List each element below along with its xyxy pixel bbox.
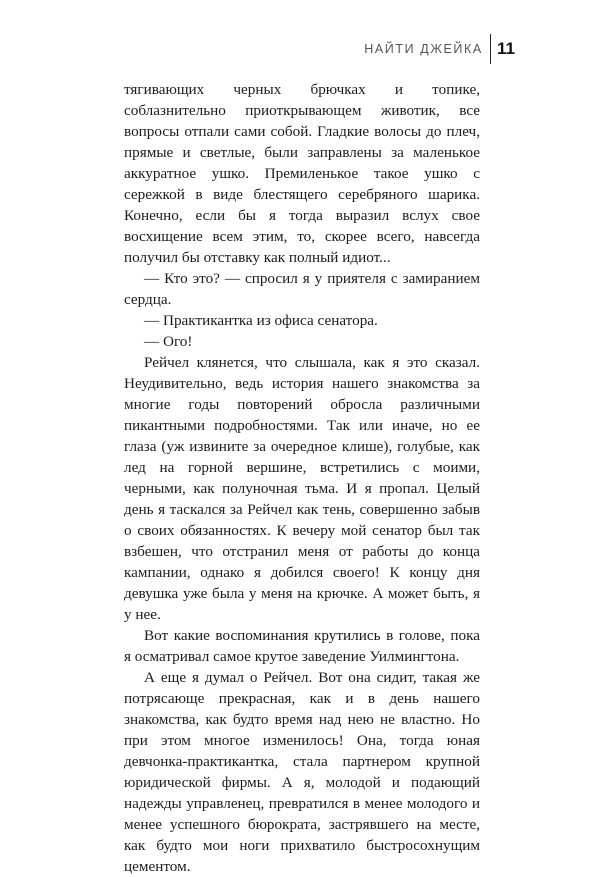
body-text	[124, 79, 480, 877]
paragraph: Вот какие воспоминания крутились в голове, пока я осматривал самое крутое заведение Уилмингтона.	[124, 627, 480, 665]
running-title: НАЙТИ ДЖЕЙКА	[364, 42, 483, 56]
paragraph: Рейчел клянется, что слышала, как я это сказал. Неудивительно, ведь история нашего знакомства за многие годы повторений обросла различными пикантными подробностями. Так или иначе, но ее глаза (уж извините за очередное клише), голубые, как лед на горной вершине, встретились с моими, черными, как полуночная тьма. И я пропал. Целый день я таскался за Рейчел как тень, совершенно забыв о своих обязанностях. К вечеру мой сенатор был так взбешен, что отстранил меня от работы до конца кампании, однако я добился своего! К концу дня девушка уже была у меня на крючке. А может быть, я у нее.	[124, 354, 480, 623]
dialogue-line: — Ого!	[144, 333, 193, 350]
paragraph: А еще я думал о Рейчел. Вот она сидит, такая же потрясающе прекрасная, как и в день нашего знакомства, как будто время над нею не властно. Но при этом многое изменилось! Она, тогда юная девчонка-практикантка, стала партнером крупной юридической фирмы. А я, молодой и подающий надежды управленец, превратился в менее молодого и менее успешного бюрократа, застрявшего на месте, как будто мои ноги прихватило быстросохнущим цементом.	[124, 669, 480, 875]
dialogue-line: — Практикантка из офиса сенатора.	[144, 312, 378, 329]
running-header	[364, 34, 515, 64]
dialogue-line: — Кто это? — спросил я у приятеля с замиранием сердца.	[124, 270, 480, 308]
paragraph-continued: тягивающих черных брючках и топике, соблазнительно приоткрывающем животик, все вопросы отпали сами собой. Гладкие волосы до плеч, прямые и светлые, были заправлены за маленькое аккуратное ушко. Премиленькое такое ушко с сережкой в виде блестящего серебряного шарика. Конечно, если бы я тогда выразил вслух свое восхищение всем этим, то, скорее всего, навсегда получил бы отставку как полный идиот...	[124, 81, 480, 266]
page-number: 11	[497, 39, 515, 58]
